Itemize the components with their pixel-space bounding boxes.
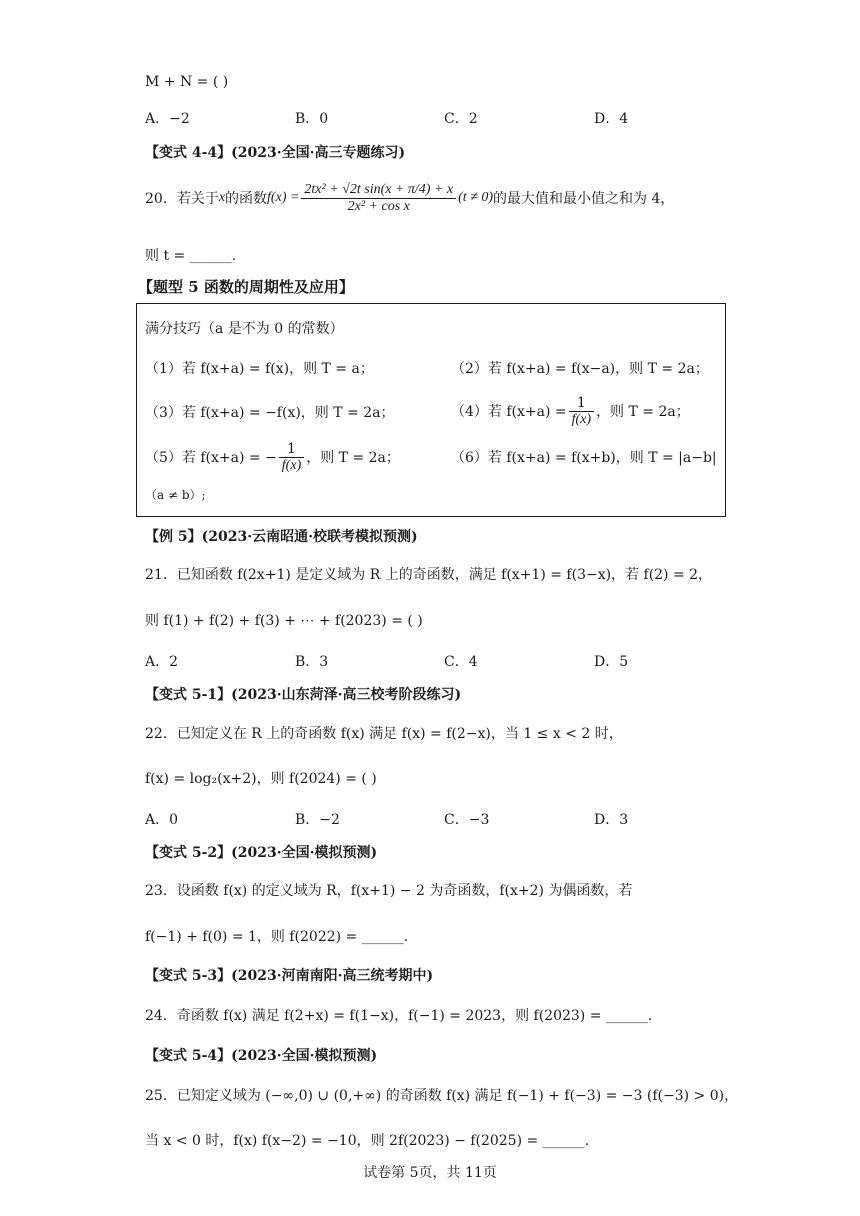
question-20-line2: 则 t = ______. bbox=[145, 248, 237, 264]
question-23-line1: 23．设函数 f(x) 的定义域为 R，f(x+1) − 2 为奇函数，f(x+2) 为偶函数，若 bbox=[145, 883, 633, 899]
variant-5-2-title: 【变式 5-2】(2023·全国·模拟预测) bbox=[145, 845, 378, 861]
q20-denominator: 2x² + cos x bbox=[301, 198, 456, 215]
option-c: C．2 bbox=[444, 111, 478, 127]
question-22-line2: f(x) = log₂(x+2)，则 f(2024) = ( ) bbox=[145, 771, 377, 787]
question-24-line1: 24．奇函数 f(x) 满足 f(2+x) = f(1−x)，f(−1) = 2023，则 f(2023) = ______. bbox=[145, 1008, 653, 1024]
q22-options bbox=[145, 809, 745, 829]
tip-4-post: ，则 T = 2a； bbox=[596, 404, 690, 420]
q19-options bbox=[145, 108, 745, 128]
variant-5-3-title: 【变式 5-3】(2023·河南南阳·高三统考期中) bbox=[145, 968, 434, 984]
example-5-title: 【例 5】(2023·云南昭通·校联考模拟预测) bbox=[145, 529, 418, 545]
question-25-line2: 当 x < 0 时，f(x) f(x−2) = −10，则 2f(2023) − f(2025) = ______. bbox=[145, 1133, 590, 1149]
tip-5-den: f(x) bbox=[279, 457, 304, 474]
tip-4-fraction bbox=[569, 395, 594, 428]
tip-4 bbox=[451, 388, 690, 434]
q20-numerator: 2tx² + √2t sin(x + π/4) + x bbox=[304, 181, 454, 197]
tips-box bbox=[136, 303, 726, 517]
tip-2: （2）若 f(x+a) = f(x−a)，则 T = 2a； bbox=[451, 361, 709, 377]
option-c: C．4 bbox=[444, 654, 478, 670]
tip-5-post: ，则 T = 2a； bbox=[306, 450, 400, 466]
tip-4-den: f(x) bbox=[569, 411, 594, 428]
section-5-title: 【题型 5 函数的周期性及应用】 bbox=[138, 278, 354, 296]
tip-1: （1）若 f(x+a) = f(x)，则 T = a； bbox=[145, 361, 374, 377]
question-21-line2: 则 f(1) + f(2) + f(3) + ⋯ + f(2023) = ( ) bbox=[145, 613, 423, 629]
variant-4-4-title: 【变式 4-4】(2023·全国·高三专题练习) bbox=[145, 145, 406, 161]
tip-5-fraction bbox=[279, 441, 304, 474]
option-d: D．4 bbox=[594, 111, 629, 127]
q20-fx: f(x) = bbox=[267, 190, 300, 205]
option-a: A．2 bbox=[145, 654, 179, 670]
option-b: B．0 bbox=[295, 111, 329, 127]
option-d: D．5 bbox=[594, 654, 629, 670]
q20-condition: (t ≠ 0) bbox=[458, 190, 494, 205]
tip-6-condition: （a ≠ b）; bbox=[145, 488, 206, 502]
tip-3: （3）若 f(x+a) = −f(x)，则 T = 2a； bbox=[145, 405, 395, 421]
question-20-line1 bbox=[145, 168, 674, 228]
question-23-line2: f(−1) + f(0) = 1，则 f(2022) = ______. bbox=[145, 929, 409, 945]
tip-4-num: 1 bbox=[576, 394, 586, 411]
option-b: B．−2 bbox=[295, 812, 340, 828]
option-b: B．3 bbox=[295, 654, 329, 670]
tip-6: （6）若 f(x+a) = f(x+b)，则 T = |a−b| bbox=[451, 450, 717, 466]
tip-4-pre: （4）若 f(x+a) = bbox=[451, 404, 567, 420]
option-a: A．0 bbox=[145, 812, 179, 828]
q20-text1: 的函数 bbox=[225, 191, 268, 207]
question-25-line1: 25．已知定义域为 (−∞,0) ∪ (0,+∞) 的奇函数 f(x) 满足 f(−1) + f(−3) = −3 (f(−3) > 0)， bbox=[145, 1088, 739, 1104]
variant-5-4-title: 【变式 5-4】(2023·全国·模拟预测) bbox=[145, 1048, 378, 1064]
tip-5-num: 1 bbox=[287, 440, 296, 457]
tips-head: 满分技巧（a 是不为 0 的常数） bbox=[145, 321, 344, 337]
option-a: A．−2 bbox=[145, 111, 190, 127]
tip-5 bbox=[145, 434, 400, 480]
option-c: C．−3 bbox=[444, 812, 490, 828]
q21-options bbox=[145, 651, 745, 671]
page-footer: 试卷第 5页，共 11页 bbox=[363, 1165, 497, 1181]
option-d: D．3 bbox=[594, 812, 629, 828]
q20-fraction bbox=[301, 182, 456, 215]
variant-5-1-title: 【变式 5-1】(2023·山东菏泽·高三校考阶段练习) bbox=[145, 687, 462, 703]
question-22-line1: 22．已知定义在 R 上的奇函数 f(x) 满足 f(x) = f(2−x)，当 1 ≤ x < 2 时， bbox=[145, 726, 623, 742]
question-21-line1: 21．已知函数 f(2x+1) 是定义域为 R 上的奇函数，满足 f(x+1) = f(3−x)，若 f(2) = 2， bbox=[145, 567, 713, 583]
q20-number: 20．若关于 bbox=[145, 191, 219, 207]
q20-text2: 的最大值和最小值之和为 4， bbox=[493, 191, 675, 207]
top-line: M + N = ( ) bbox=[145, 74, 229, 90]
tip-5-pre: （5）若 f(x+a) = − bbox=[145, 450, 277, 466]
q20-var-x: x bbox=[218, 190, 226, 205]
